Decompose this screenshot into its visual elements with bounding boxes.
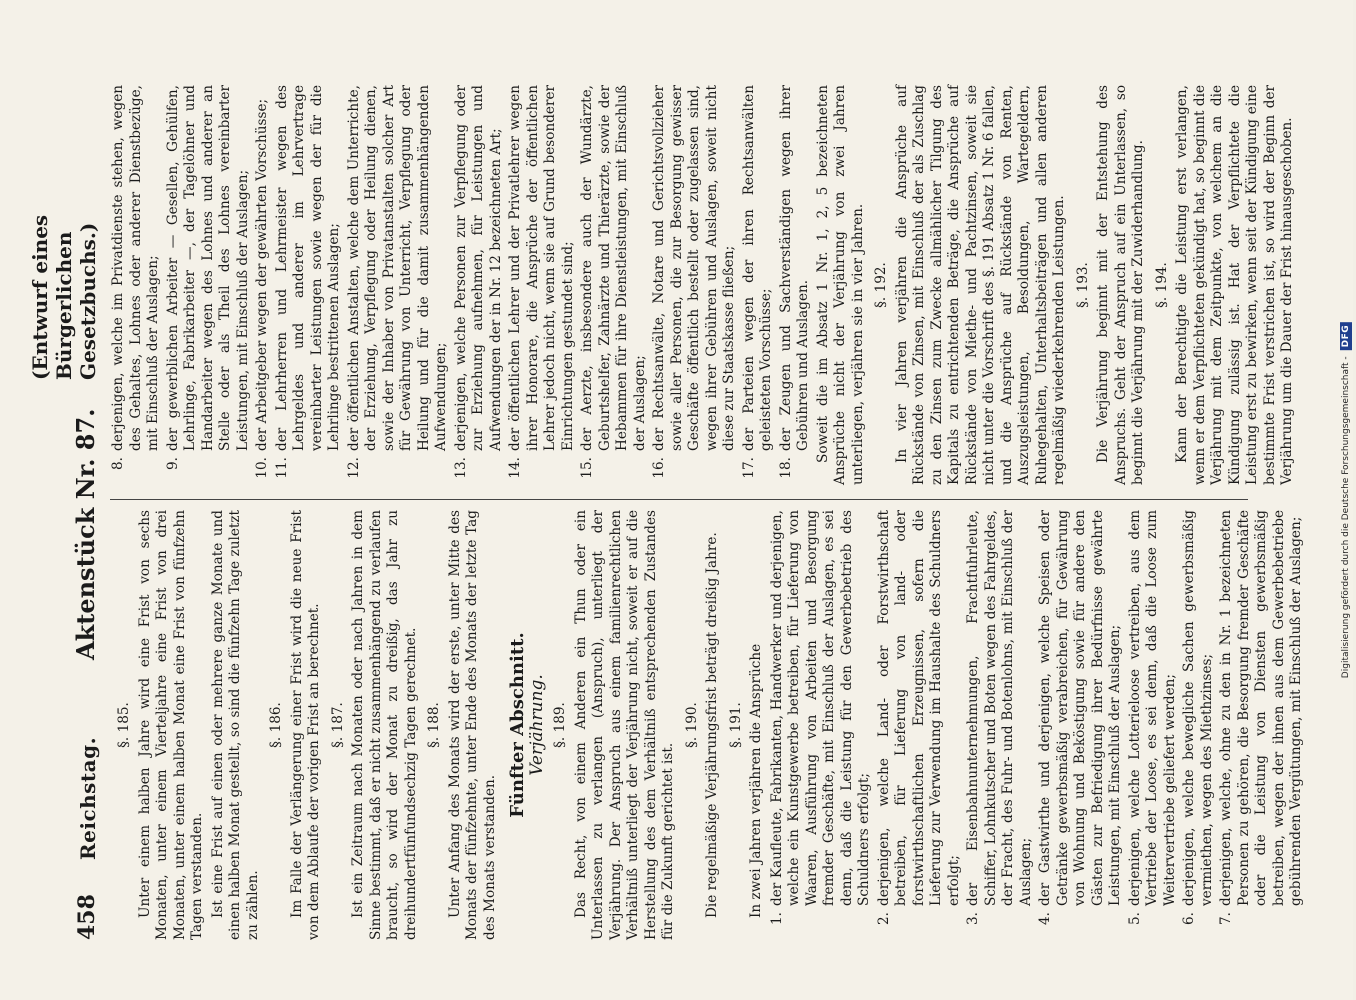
list-item [778, 85, 813, 485]
list-item-text: der öffentlichen Lehrer und der Privatlehrer wegen ihrer Honorare, die Ansprüche der öffentlichen Lehrer jedoch nicht, wenn sie auf Grund besonderer Einrichtungen gestundet sind; [507, 85, 576, 451]
list-item [651, 85, 739, 485]
list-item-number: 6. [1181, 912, 1197, 925]
list-item [769, 510, 874, 940]
list-item [1127, 510, 1180, 940]
section-185: §. 185. [116, 702, 132, 748]
paragraph-187: Ist ein Zeitraum nach Monaten oder nach Jahren in dem Sinne bestimmt, daß er nicht zusammenhängend zu verlaufen braucht, so wird der Monat zu dreißig, das Jahr zu dreihundertfünfundsechzig Tagen gerechnet. [350, 510, 419, 940]
paragraph-192: In vier Jahren verjähren die Ansprüche auf Rückstände von Zinsen, mit Einschluß der als Zuschlag zu den Zinsen zum Zwecke allmählicher Tilgung des Kapitals zu entrichtenden Beträge, die Ansprüche auf Rückstände von Miethe- und Pachtzinsen, soweit sie nicht unter die Vorschrift des §. 191 Absatz 1 Nr. 6 fallen, und die Ansprüche auf Rückstände von Renten, Auszugsleistungen, Besoldungen, Wartegeldern, Ruhegehalten, Unterhaltsbeiträgen und allen anderen regelmäßig wiederkehrenden Leistungen. [893, 85, 1067, 485]
list-item-number: 15. [579, 457, 595, 479]
list-item-number: 3. [965, 912, 981, 925]
list-item [165, 85, 253, 485]
list-item-text: der Aerzte, insbesondere auch der Wundärzte, Geburtshelfer, Zahnärzte und Thierärzte, sowie der Hebammen für ihre Dienstleistungen, mit Einschluß der Auslagen; [579, 85, 648, 451]
section-189: §. 189. [552, 702, 568, 748]
right-item-list [110, 85, 813, 485]
list-item-text: derjenigen, welche Personen zur Verpflegung oder zur Erziehung aufnehmen, für Leistungen und Aufwendungen der in Nr. 12 bezeichneten Art; [452, 85, 504, 451]
page-number: 458 [74, 894, 100, 940]
list-item-text: der Lehrherren und Lehrmeister wegen des Lehrgeldes und anderer im Lehrvertrage vereinbarter Leistungen sowie wegen der für die Lehrlinge bestrittenen Auslagen; [273, 85, 342, 451]
paragraph-190: Die regelmäßige Verjährungsfrist beträgt dreißig Jahre. [704, 532, 720, 918]
list-item-text: derjenigen, welche im Privatdienste stehen, wegen des Gehaltes, Lohnes oder anderer Dienstbezüge, mit Einschluß der Auslagen; [110, 85, 161, 451]
list-item [741, 85, 776, 485]
paragraph-194: Kann der Berechtigte die Leistung erst verlangen, wenn er dem Verpflichteten gekündigt hat, so beginnt die Verjährung mit dem Zeitpunkte, von welchem an die Kündigung zulässig ist. Hat der Verpflichtete die Leistung erst zu bewirken, wenn seit der Kündigung eine bestimmte Frist verstrichen ist, so wird der Beginn der Verjährung um die Dauer der Frist hinausgeschoben. [1174, 85, 1295, 485]
paragraph-189: Das Recht, von einem Anderen ein Thun oder ein Unterlassen zu verlangen (Anspruch), unterliegt der Verjährung. Der Anspruch aus einem familienrechtlichen Verhältniß unterliegt der Verjährung nicht, soweit er auf die Herstellung des dem Verhältniß entsprechenden Zustandes für die Zukunft gerichtet ist. [572, 510, 676, 940]
chapter-subheading: Verjährung. [526, 674, 547, 776]
list-item [274, 85, 344, 485]
list-item [110, 85, 163, 485]
list-item-number: 13. [452, 457, 469, 479]
list-item-number: 17. [740, 457, 757, 479]
section-190: §. 190. [683, 702, 700, 748]
list-item-number: 4. [1037, 912, 1053, 925]
chapter-heading: Fünfter Abschnitt. [507, 632, 528, 818]
digitization-credit [1336, 0, 1356, 1000]
paragraph-191-end: Soweit die im Absatz 1 Nr. 1, 2, 5 bezeichneten Ansprüche nicht der Verjährung von zwei Jahren unterliegen, verjähren sie in vier Jahren. [814, 85, 866, 485]
header-middle: Aktenstück Nr. 87. [71, 408, 100, 660]
list-item [876, 510, 964, 940]
list-item-text: der Parteien wegen der ihren Rechtsanwälten geleisteten Vorschüsse; [740, 85, 774, 451]
section-187: §. 187. [329, 702, 346, 748]
section-193: §. 193. [1074, 262, 1091, 308]
list-item-number: 8. [110, 457, 126, 470]
dfg-logo: DFG [1340, 322, 1352, 351]
section-192: §. 192. [873, 262, 889, 308]
left-item-list [769, 510, 1306, 940]
list-item-number: 2. [875, 912, 892, 925]
list-item [507, 85, 577, 485]
paragraph-185a: Unter einem halben Jahre wird eine Frist von sechs Monaten, unter einem Vierteljahre eine Frist von drei Monaten, unter einem halben Monat eine Frist von fünfzehn Tagen verstanden. [136, 510, 205, 940]
list-item-text: derjenigen, welche Lotterieloose vertreiben, aus dem Vertriebe der Loose, es sei denn, daß die Loose zum Weitervertriebe geliefert werden; [1126, 510, 1178, 906]
list-item-text: der Zeugen und Sachverständigen wegen ihrer Gebühren und Auslagen. [777, 85, 811, 451]
page-header [28, 110, 100, 940]
list-item-text: der Arbeitgeber wegen der gewährten Vorschüsse; [254, 98, 270, 451]
paragraph-186: Im Falle der Verlängerung einer Frist wird die neue Frist von dem Ablaufe der vorigen Frist an berechnet. [288, 510, 322, 940]
list-item-number: 10. [254, 457, 270, 479]
list-item-number: 12. [345, 457, 362, 479]
paragraph-185b: Ist eine Frist auf einen oder mehrere ganze Monate und einen halben Monat gestellt, so sind die fünfzehn Tage zuletzt zu zählen. [209, 510, 261, 940]
section-188: §. 188. [426, 702, 442, 748]
section-191: §. 191. [727, 702, 744, 748]
list-item [965, 510, 1035, 940]
list-item-number: 16. [651, 457, 667, 479]
paragraph-191: In zwei Jahren verjähren die Ansprüche [748, 643, 764, 918]
header-left: Reichstag. [76, 736, 100, 860]
list-item-text: der Rechtsanwälte, Notare und Gerichtsvollzieher sowie aller Personen, die zur Besorgung gewisser Geschäfte öffentlich bestellt oder zugelassen sind, wegen ihrer Gebühren und Auslagen, soweit nicht diese zur Staatskasse fließen; [651, 85, 737, 451]
list-item-text: derjenigen, welche Land- oder Forstwirthschaft betreiben, für Lieferung von land- oder forstwirthschaftlichen Erzeugnissen, sofern die Lieferung zur Verwendung im Haushalte des Schuldners erfolgt; [875, 510, 962, 906]
list-item-number: 1. [768, 912, 785, 925]
list-item-number: 18. [777, 457, 794, 479]
list-item-number: 5. [1126, 912, 1143, 925]
list-item-text: der Eisenbahnunternehmungen, Frachtfuhrleute, Schiffer, Lohnkutscher und Boten wegen des Fahrgeldes, der Fracht, des Fuhr- und Botenlohns, mit Einschluß der Auslagen; [965, 510, 1034, 906]
right-column [110, 85, 1295, 485]
list-item [453, 85, 506, 485]
list-item [1037, 510, 1125, 940]
list-item-text: der Kaufleute, Fabrikanten, Handwerker und derjenigen, welche ein Kunstgewerbe betreiben, für Lieferung von Waaren, Ausführung von Arbeiten und Besorgung fremder Geschäfte, mit Einschluß der Auslagen, es sei denn, daß die Leistung für den Gewerbebetrieb des Schuldners erfolgt; [768, 510, 872, 906]
paragraph-188: Unter Anfang des Monats wird der erste, unter Mitte des Monats der fünfzehnte, unter Ende des Monats der letzte Tag des Monats verstanden. [446, 510, 498, 940]
list-item-number: 14. [507, 457, 523, 479]
section-186: §. 186. [268, 702, 284, 748]
list-item-text: derjenigen, welche, ohne zu den in Nr. 1 bezeichneten Personen zu gehören, die Besorgung fremder Geschäfte oder die Leistung von Diensten gewerbsmäßig betreiben, wegen der ihnen aus dem Gewerbebetriebe gebührenden Vergütungen, mit Einschluß der Auslagen; [1218, 510, 1304, 906]
list-item-text: derjenigen, welche bewegliche Sachen gewerbsmäßig vermiethen, wegen des Miethzinses; [1181, 510, 1215, 906]
list-item [1218, 510, 1306, 940]
paragraph-193: Die Verjährung beginnt mit der Entstehung des Anspruchs. Geht der Anspruch auf ein Unterlassen, so beginnt die Verjährung mit der Zuwiderhandlung. [1095, 85, 1146, 485]
list-item-number: 9. [164, 457, 181, 470]
list-item-number: 7. [1218, 912, 1234, 925]
list-item [1181, 510, 1216, 940]
list-item-text: der gewerblichen Arbeiter — Gesellen, Gehülfen, Lehrlinge, Fabrikarbeiter —, der Tagelöhner und Handarbeiter wegen des Lohnes und anderer an Stelle oder als Theil des Lohnes vereinbarter Leistungen, mit Einschluß der Auslagen; [164, 85, 251, 451]
list-item-text: der öffentlichen Anstalten, welche dem Unterrichte, der Erziehung, Verpflegung oder Heilung dienen, sowie der Inhaber von Privatanstalten solcher Art für Gewährung von Unterricht, Verpflegung oder Heilung und für die damit zusammenhängenden Aufwendungen; [345, 85, 449, 451]
left-column [110, 510, 1304, 940]
list-item [579, 85, 649, 485]
credit-text: Digitalisierung gefördert durch die Deutsche Forschungsgemeinschaft - [1341, 356, 1351, 679]
section-194: §. 194. [1153, 262, 1170, 308]
header-right: (Entwurf eines Bürgerlichen Gesetzbuchs.) [28, 214, 100, 380]
column-divider [110, 499, 1248, 500]
list-item-text: der Gastwirthe und derjenigen, welche Speisen oder Getränke gewerbsmäßig verabreichen, für Gewährung von Wohnung und Beköstigung sowie für andere den Gästen zur Befriedigung ihrer Bedürfnisse gewährte Leistungen, mit Einschluß der Auslagen; [1037, 510, 1123, 906]
list-item [346, 85, 451, 485]
list-item [254, 85, 272, 485]
list-item-number: 11. [273, 457, 290, 479]
